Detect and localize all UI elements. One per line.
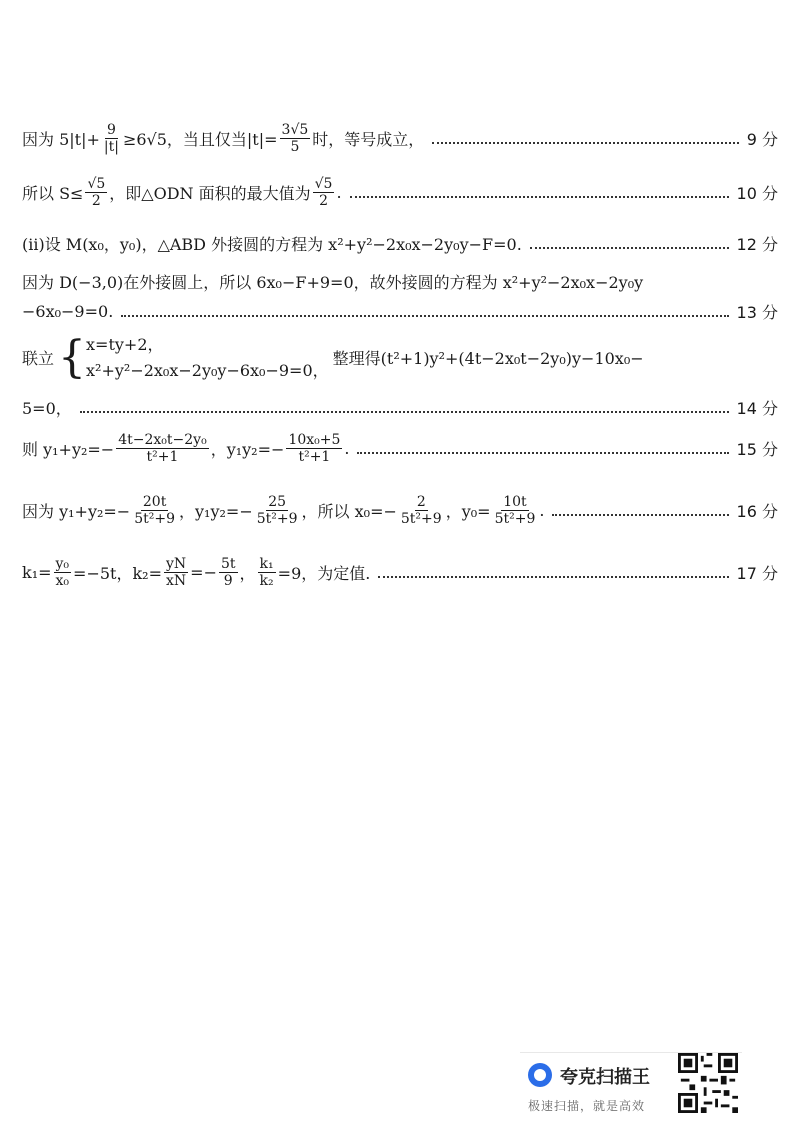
text: . [344,439,350,459]
fraction: $\frac{\text{10x₀+5}}{\text{t²+1}}$ [288,432,341,466]
equation: x=ty+2， [86,335,164,354]
text: . [336,183,342,203]
leader-dots [432,142,738,144]
solution-line-9 [22,494,778,527]
text: =−5t，k₂= [73,564,162,584]
text: =9，为定值. [277,564,371,584]
text: 则 y₁+y₂=− [22,440,115,460]
text: =− [190,563,217,583]
equation-system [58,332,329,383]
fraction: $\frac{25}{\text{5t²+9}}$ [256,494,298,528]
solution-line-3 [22,232,778,255]
score: 13 分 [736,303,778,322]
text: (ii)设 M(x₀，y₀)，△ABD 外接圆的方程为 x²+y²−2x₀x−2y₀y−F=0. [22,235,522,254]
leader-dots [121,315,728,317]
qr-code-icon [678,1053,738,1113]
solution-line-10 [22,556,778,589]
brace: { [58,331,87,383]
text: 整理得(t²+1)y²+(4t−2x₀t−2y₀)y−10x₀− [332,349,644,369]
leader-dots [80,411,729,413]
text: ≥6√5，当且仅当|t|= [122,130,278,150]
text: −6x₀−9=0. [22,302,114,321]
fraction: $\frac{yN}{xN}$ [166,556,187,590]
text: ，y₁y₂=− [179,502,253,522]
score: 14 分 [736,399,778,418]
text: ，y₀= [445,502,491,522]
solution-line-8 [22,432,778,465]
text: k₁= [22,563,52,583]
fraction: $\frac{\text{4t−2x₀t−2y₀}}{\text{t²+1}}$ [118,432,207,466]
text: . [539,501,545,521]
fraction: $\frac{10t}{\text{5t²+9}}$ [494,494,536,528]
fraction: $\frac{√5}{2}$ [87,176,106,210]
text: 因为 D(−3,0)在外接圆上，所以 6x₀−F+9=0，故外接圆的方程为 x²+y²−2x₀x−2y₀y [22,273,644,292]
score: 15 分 [736,440,778,460]
brand-slogan: 极速扫描，就是高效 [528,1099,646,1113]
fraction: $\frac{9}{|t|}$ [103,122,119,156]
leader-dots [357,452,728,454]
brand-name: 夸克扫描王 [560,1067,650,1088]
solution-line-2 [22,176,778,209]
text: 因为 5|t|+ [22,130,100,150]
leader-dots [378,576,728,578]
text: 5=0， [22,399,72,418]
text: 联立 [22,349,55,369]
scanner-logo-icon [528,1063,552,1087]
solution-line-1 [22,122,778,155]
score: 16 分 [736,502,778,522]
leader-dots [552,514,728,516]
leader-dots [530,247,729,249]
fraction: $\frac{√5}{2}$ [314,176,333,210]
score: 17 分 [736,564,778,584]
solution-line-5 [22,300,778,323]
text: 因为 y₁+y₂=− [22,502,131,522]
leader-dots [350,196,729,198]
text: ，y₁y₂=− [210,440,285,460]
scanner-watermark [520,1052,742,1119]
text: ， [239,564,256,584]
text: 所以 S≤ [22,184,84,204]
solution-line-4 [22,270,778,293]
fraction: $\frac{5t}{9}$ [220,556,236,590]
score: 10 分 [736,184,778,204]
fraction: $\frac{3√5}{5}$ [281,122,309,156]
fraction: $\frac{20t}{\text{5t²+9}}$ [134,494,176,528]
score: 9 分 [746,130,778,150]
fraction: $\frac{\text{k₁}}{\text{k₂}}$ [259,556,274,590]
solution-line-7 [22,396,778,419]
score: 12 分 [736,235,778,254]
equation: x²+y²−2x₀x−2y₀y−6x₀−9=0， [86,360,329,380]
solution-line-6 [22,332,778,383]
fraction: $\frac{\text{y₀}}{\text{x₀}}$ [55,556,70,590]
text: ，即△ODN 面积的最大值为 [109,184,311,204]
text: ，所以 x₀=− [301,502,397,522]
text: 时，等号成立， [312,130,425,150]
fraction: $\frac{2}{\text{5t²+9}}$ [400,494,442,528]
